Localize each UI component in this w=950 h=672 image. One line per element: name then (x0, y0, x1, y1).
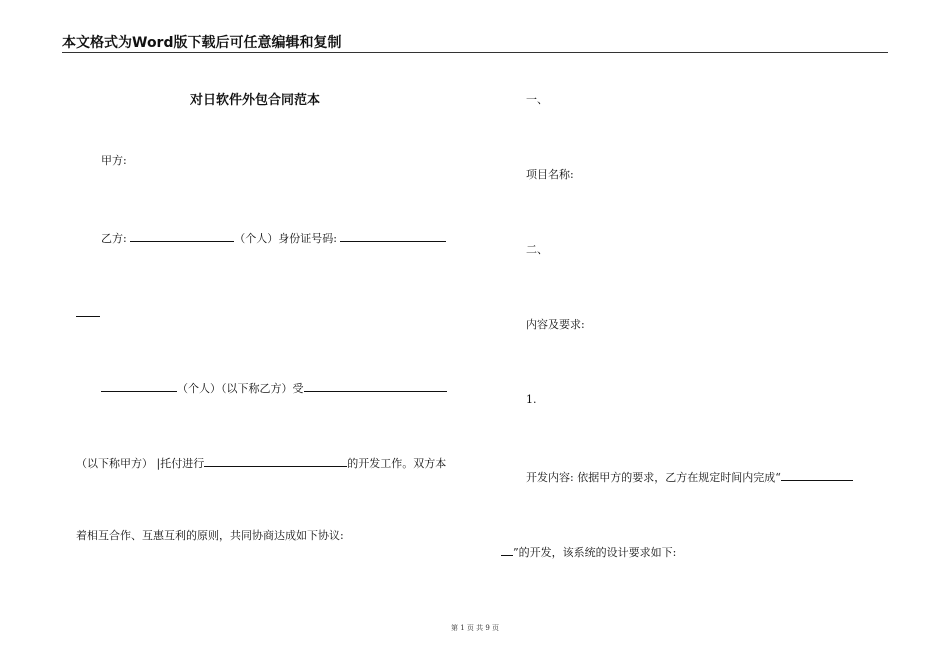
system-name-blank (781, 468, 853, 481)
entrust-line (101, 379, 447, 396)
id-number-blank-continued (76, 304, 100, 317)
party-b-label: 乙方: (101, 232, 127, 245)
section-1-heading: 一、 (526, 93, 548, 106)
person-note-2: （个人） (177, 382, 221, 395)
development-content-line (526, 468, 853, 485)
party-a-label: 甲方: (101, 154, 127, 167)
principal-blank (304, 379, 447, 392)
project-line (76, 454, 446, 471)
hereinafter-party-a: （以下称甲方） (76, 457, 153, 470)
content-requirements-label: 内容及要求: (526, 318, 585, 331)
project-blank (204, 454, 347, 467)
party-b-line (101, 229, 446, 246)
right-column (475, 0, 950, 672)
id-number-label: 身份证号码: (278, 232, 337, 245)
id-number-blank (340, 229, 446, 242)
principle-text: 着相互合作、互惠互利的原则，共同协商达成如下协议: (76, 529, 344, 542)
development-tail-line (501, 543, 676, 560)
document-title: 对日软件外包合同范本 (190, 93, 321, 108)
section-2-heading: 二、 (526, 243, 548, 256)
person-note: （个人） (234, 232, 279, 245)
development-content-text: 开发内容: 依据甲方的要求，乙方在规定时间内完成“ (526, 471, 781, 484)
hereinafter-party-b: （以下称乙方）受 (221, 382, 304, 395)
party-b-name-blank (130, 229, 234, 242)
header-text: 本文格式为Word版下载后可任意编辑和复制 (62, 35, 342, 51)
development-work-text: 的开发工作。双方本 (347, 457, 447, 470)
page-footer: 第 1 页 共 9 页 (450, 624, 500, 632)
development-tail-text: ”的开发，该系统的设计要求如下: (513, 546, 677, 559)
id-number-continuation (76, 304, 100, 321)
entrust-text: |托付进行 (156, 457, 205, 470)
item-1-number: 1. (526, 393, 537, 406)
project-name-label: 项目名称: (526, 168, 574, 181)
system-name-blank-continued (501, 543, 513, 556)
party-name-blank (101, 379, 177, 392)
